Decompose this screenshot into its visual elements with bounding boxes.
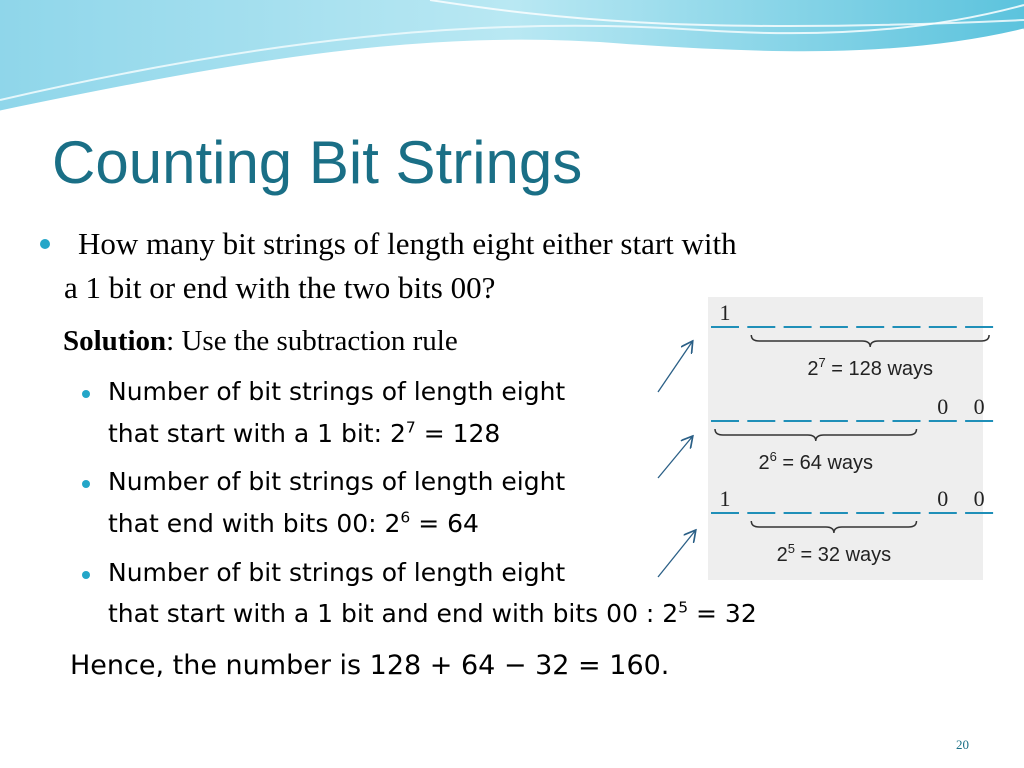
ways-label: $2^5 = 32$ ways [776, 541, 892, 566]
bullet-1-line-1: Number of bit strings of length eight [108, 377, 566, 406]
bit-string-figure [708, 297, 983, 580]
conclusion: Hence, the number is 128 + 64 − 32 = 160. [70, 650, 670, 681]
bit-value: 0 [973, 486, 985, 511]
bit-value: 1 [719, 300, 731, 325]
ways-label: $2^6 = 64$ ways [758, 449, 874, 474]
arrow-icon [658, 342, 692, 392]
arrow-icon [658, 531, 695, 577]
slide-title: Counting Bit Strings [52, 129, 583, 196]
page-number: 20 [956, 737, 969, 752]
ways-label: $2^7 = 128$ ways [807, 355, 934, 380]
bit-value: 0 [937, 486, 949, 511]
question-line-2: a 1 bit or end with the two bits 00? [64, 270, 496, 305]
bullet-2-line-1: Number of bit strings of length eight [108, 467, 566, 496]
bit-value: 0 [973, 394, 985, 419]
bullet-3-line-2: that start with a 1 bit and end with bits 00 : $2^5 = 32$ [108, 598, 757, 628]
arrow-icon [658, 437, 692, 478]
bit-value: 0 [937, 394, 949, 419]
bit-value: 1 [719, 486, 731, 511]
bullet-1-line-2: that start with a 1 bit: $2^7 = 128$ [108, 418, 501, 448]
figure-background [708, 297, 983, 580]
solution-text: : Use the subtraction rule [166, 325, 458, 357]
question-line-1: How many bit strings of length eight either start with [78, 226, 737, 261]
bullet-3-line-1: Number of bit strings of length eight [108, 558, 566, 587]
bullet-2-line-2: that end with bits 00: $2^6 = 64$ [108, 508, 479, 538]
solution-label: Solution [63, 325, 167, 357]
